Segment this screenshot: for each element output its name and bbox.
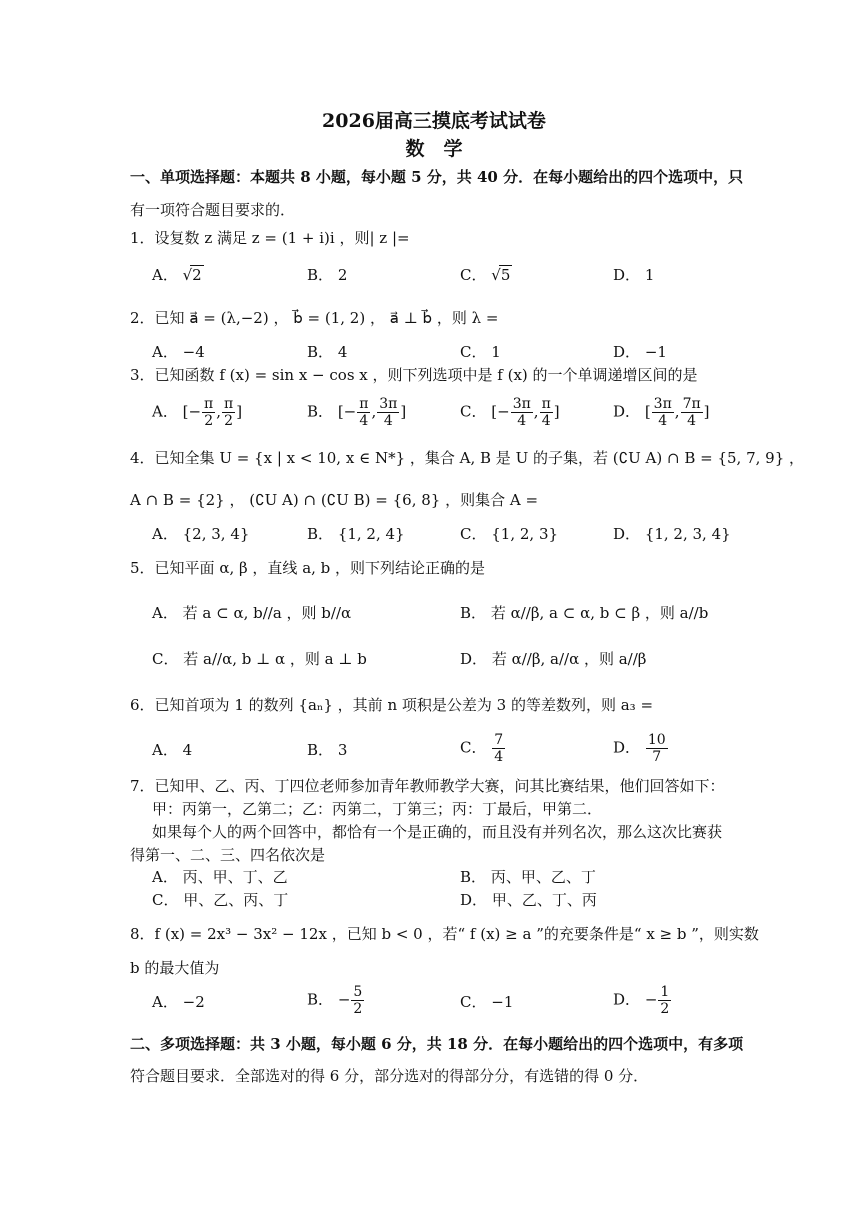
q8-option-c: C． −1 [460,993,514,1011]
q2-option-c: C． 1 [460,343,501,361]
question-5: 5．已知平面 α, β ，直线 a, b ，则下列结论正确的是 [130,559,486,577]
q1-option-c: C． √5 [460,266,511,284]
q1-option-d: D． 1 [613,266,655,284]
q3-option-a: A． [− $\frac{\pi}{2}$ , $\frac{\pi}{2}$ ] [152,396,243,429]
question-stem: 已知平面 α, β ，直线 a, b ，则下列结论正确的是 [154,559,486,577]
section1-heading: 一、单项选择题：本题共 8 小题，每小题 5 分，共 40 分．在每小题给出的四个选项中，只 [130,168,744,186]
section1-heading-cont: 有一项符合题目要求的． [130,201,296,219]
q8-option-d: D． − $\frac{1}{2}$ [613,984,670,1017]
q8-option-a: A． −2 [152,993,205,1011]
question-7-line2: 甲：丙第一，乙第二；乙：丙第二，丁第三；丙：丁最后，甲第二． [152,800,603,818]
q4-option-b: B． {1, 2, 4} [307,525,405,543]
q5-option-a: A． 若 a ⊂ α, b//a ，则 b//α [152,604,352,622]
q3-option-d: D． [ $\frac{3\pi}{4}$ , $\frac{7\pi}{4}$ ] [613,396,710,429]
q5-option-b: B． 若 α//β, a ⊂ α, b ⊂ β ，则 a//b [460,604,709,622]
q3-option-b: B． [− $\frac{\pi}{4}$ , $\frac{3\pi}{4}$ ] [307,396,407,429]
q8-option-b: B． − $\frac{5}{2}$ [307,984,363,1017]
q6-option-a: A． 4 [152,741,193,759]
q2-option-b: B． 4 [307,343,348,361]
question-stem: 已知 a⃗ = (λ,−2) ， b⃗ = (1, 2) ， a⃗ ⊥ b⃗ ，则 λ = [154,309,499,327]
question-stem: 已知首项为 1 的数列 {aₙ} ，其前 n 项积是公差为 3 的等差数列，则 a₃ = [154,696,654,714]
question-7-line4: 得第一、二、三、四名依次是 [130,846,326,864]
q6-option-b: B． 3 [307,741,348,759]
question-1 [130,228,410,248]
q7-option-b: B． 丙、甲、乙、丁 [460,868,596,886]
question-stem: 已知函数 f (x) = sin x − cos x ，则下列选项中是 f (x) 的一个单调递增区间的是 [154,366,698,384]
q6-option-d: D． $\frac{10}{7}$ [613,732,666,765]
question-4: 4．已知全集 U = {x | x < 10, x ∈ N*} ，集合 A, B 是 U 的子集，若 (∁U A) ∩ B = {5, 7, 9} ， [130,449,805,467]
question-8: 8．f (x) = 2x³ − 3x² − 12x ，已知 b < 0 ，若“ f (x) ≥ a ”的充要条件是“ x ≥ b ”，则实数 [130,925,759,943]
question-6: 6．已知首项为 1 的数列 {aₙ} ，其前 n 项积是公差为 3 的等差数列，则 a₃ = [130,696,654,714]
q3-option-c: C． [− $\frac{3\pi}{4}$ , $\frac{\pi}{4}$ ] [460,396,560,429]
q4-option-a: A． {2, 3, 4} [152,525,250,543]
question-4-cont: A ∩ B = {2} ， (∁U A) ∩ (∁U B) = {6, 8} ，则集合 A = [130,491,539,509]
section2-heading-cont: 符合题目要求．全部选对的得 6 分，部分选对的得部分分，有选错的得 0 分． [130,1067,649,1085]
q1-option-a: A． √2 [152,266,202,284]
q1-option-b: B． 2 [307,266,348,284]
question-7-line3: 如果每个人的两个回答中，都恰有一个是正确的，而且没有并列名次，那么这次比赛获 [152,823,723,841]
question-stem: 已知全集 U = {x | x < 10, x ∈ N*} ，集合 A, B 是 U 的子集，若 (∁U A) ∩ B = {5, 7, 9} ， [154,449,805,467]
question-7: 7．已知甲、乙、丙、丁四位老师参加青年教师教学大赛，问其比赛结果，他们回答如下： [130,777,725,795]
question-number: 1． [130,229,155,247]
question-3: 3．已知函数 f (x) = sin x − cos x ，则下列选项中是 f (x) 的一个单调递增区间的是 [130,366,698,384]
subject-title: 数 学 [405,138,463,160]
q4-option-c: C． {1, 2, 3} [460,525,559,543]
question-stem: 已知甲、乙、丙、丁四位老师参加青年教师教学大赛，问其比赛结果，他们回答如下： [154,777,725,795]
question-stem: f (x) = 2x³ − 3x² − 12x ，已知 b < 0 ，若“ f (x) ≥ a ”的充要条件是“ x ≥ b ”，则实数 [154,925,759,943]
q6-option-c: C． $\frac{7}{4}$ [460,732,504,765]
q5-option-d: D． 若 α//β, a//α ，则 a//β [460,650,647,668]
question-2: 2．已知 a⃗ = (λ,−2) ， b⃗ = (1, 2) ， a⃗ ⊥ b⃗ ，则 λ = [130,309,499,327]
q2-option-d: D． −1 [613,343,667,361]
exam-title: 2026届高三摸底考试试卷 [322,110,546,132]
section2-heading: 二、多项选择题：共 3 小题，每小题 6 分，共 18 分．在每小题给出的四个选项中，有多项 [130,1035,744,1053]
q5-option-c: C． 若 a//α, b ⊥ α ，则 a ⊥ b [152,650,367,668]
question-8-cont: b 的最大值为 [130,959,220,977]
q7-option-d: D． 甲、乙、丁、丙 [460,891,597,909]
q7-option-a: A． 丙、甲、丁、乙 [152,868,288,886]
q2-option-a: A． −4 [152,343,205,361]
question-stem: 设复数 z 满足 z = (1 + i)i ，则| z |= [154,229,410,247]
q7-option-c: C． 甲、乙、丙、丁 [152,891,289,909]
q4-option-d: D． {1, 2, 3, 4} [613,525,731,543]
